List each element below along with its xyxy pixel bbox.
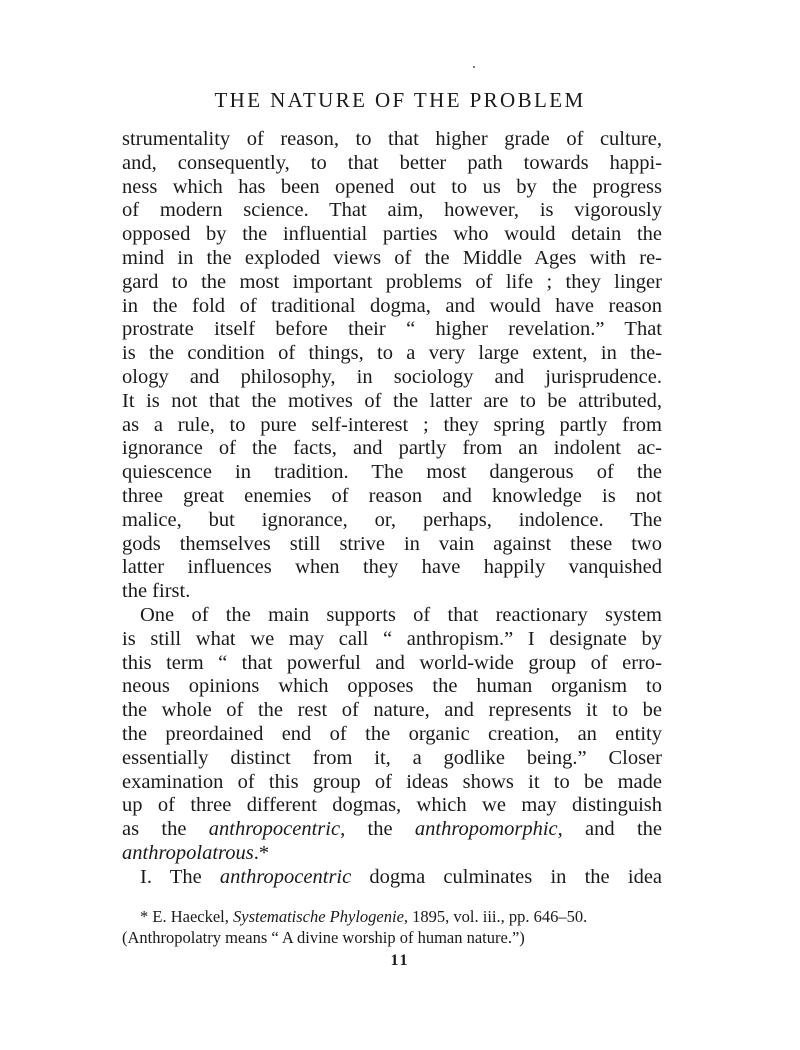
- footnote-line: [122, 906, 662, 927]
- footnote-text: , 1895, vol. iii., pp. 646–50.: [403, 907, 588, 926]
- text-run: dogma culminates in the idea: [351, 865, 663, 888]
- text-run: I. The: [140, 865, 220, 888]
- text-line: the preordained end of the organic creation, an entity: [122, 722, 662, 745]
- text-line: examination of this group of ideas shows it to be made: [122, 770, 662, 793]
- text-line: prostrate itself before their “ higher revelation.” That: [122, 318, 662, 341]
- text-run: , and the: [557, 818, 663, 841]
- text-line: essentially distinct from it, a godlike being.” Closer: [122, 746, 662, 769]
- text-run: , the: [340, 818, 415, 841]
- body-text: [122, 128, 662, 890]
- text-line-paragraph-start: One of the main supports of that reactionary system: [140, 603, 662, 626]
- text-line: ology and philosophy, in sociology and jurisprudence.: [122, 365, 662, 388]
- text-line: up of three different dogmas, which we may distinguish: [122, 794, 662, 817]
- text-line: three great enemies of reason and knowledge is not: [122, 484, 662, 507]
- text-line: gard to the most important problems of life ; they linger: [122, 270, 662, 293]
- text-line: neous opinions which opposes the human organism to: [122, 675, 662, 698]
- italic-term: anthropocentric: [208, 818, 341, 841]
- text-line: strumentality of reason, to that higher grade of culture,: [122, 128, 662, 150]
- text-line: is still what we may call “ anthropism.” I designate by: [122, 627, 662, 650]
- text-line: and, consequently, to that better path towards happi-: [122, 151, 662, 174]
- italic-term: anthropocentric: [219, 865, 352, 888]
- print-speck: [473, 66, 475, 68]
- text-line-paragraph-end: the first.: [122, 580, 191, 603]
- text-line: is the condition of things, to a very large extent, in the-: [122, 342, 662, 365]
- text-line: It is not that the motives of the latter are to be attributed,: [122, 389, 662, 412]
- text-line: opposed by the influential parties who would detain the: [122, 223, 662, 246]
- footnote-reference: .*: [253, 841, 270, 864]
- text-line: this term “ that powerful and world-wide group of erro-: [122, 651, 662, 674]
- page-number: 11: [390, 952, 410, 969]
- text-line: latter influences when they have happily vanquished: [122, 556, 662, 579]
- text-line: ignorance of the facts, and partly from an indolent ac-: [122, 437, 662, 460]
- text-line: gods themselves still strive in vain against these two: [122, 532, 662, 555]
- running-head: THE NATURE OF THE PROBLEM: [214, 88, 586, 112]
- text-line: quiescence in tradition. The most dangerous of the: [122, 461, 662, 484]
- text-line: in the fold of traditional dogma, and would have reason: [122, 294, 662, 317]
- text-line: mind in the exploded views of the Middle Ages with re-: [122, 246, 662, 269]
- italic-term: anthropolatrous: [122, 841, 254, 864]
- text-line: of modern science. That aim, however, is vigorously: [122, 199, 662, 222]
- text-line: malice, but ignorance, or, perhaps, indolence. The: [122, 508, 662, 531]
- footnote: [122, 906, 662, 948]
- footnote-text: * E. Haeckel,: [140, 907, 233, 926]
- text-line: [122, 818, 662, 842]
- text-line: the whole of the rest of nature, and represents it to be: [122, 699, 662, 722]
- text-line: as a rule, to pure self-interest ; they spring partly from: [122, 413, 662, 436]
- text-line: ness which has been opened out to us by the progress: [122, 175, 662, 198]
- italic-term: anthropomorphic: [414, 818, 558, 841]
- footnote-line: (Anthropolatry means “ A divine worship of human nature.”): [122, 928, 525, 947]
- text-run: as the: [122, 818, 209, 841]
- text-line-paragraph-end: [122, 842, 662, 866]
- text-line-paragraph-start: [122, 866, 662, 890]
- footnote-book-title: Systematische Phylogenie: [233, 907, 404, 926]
